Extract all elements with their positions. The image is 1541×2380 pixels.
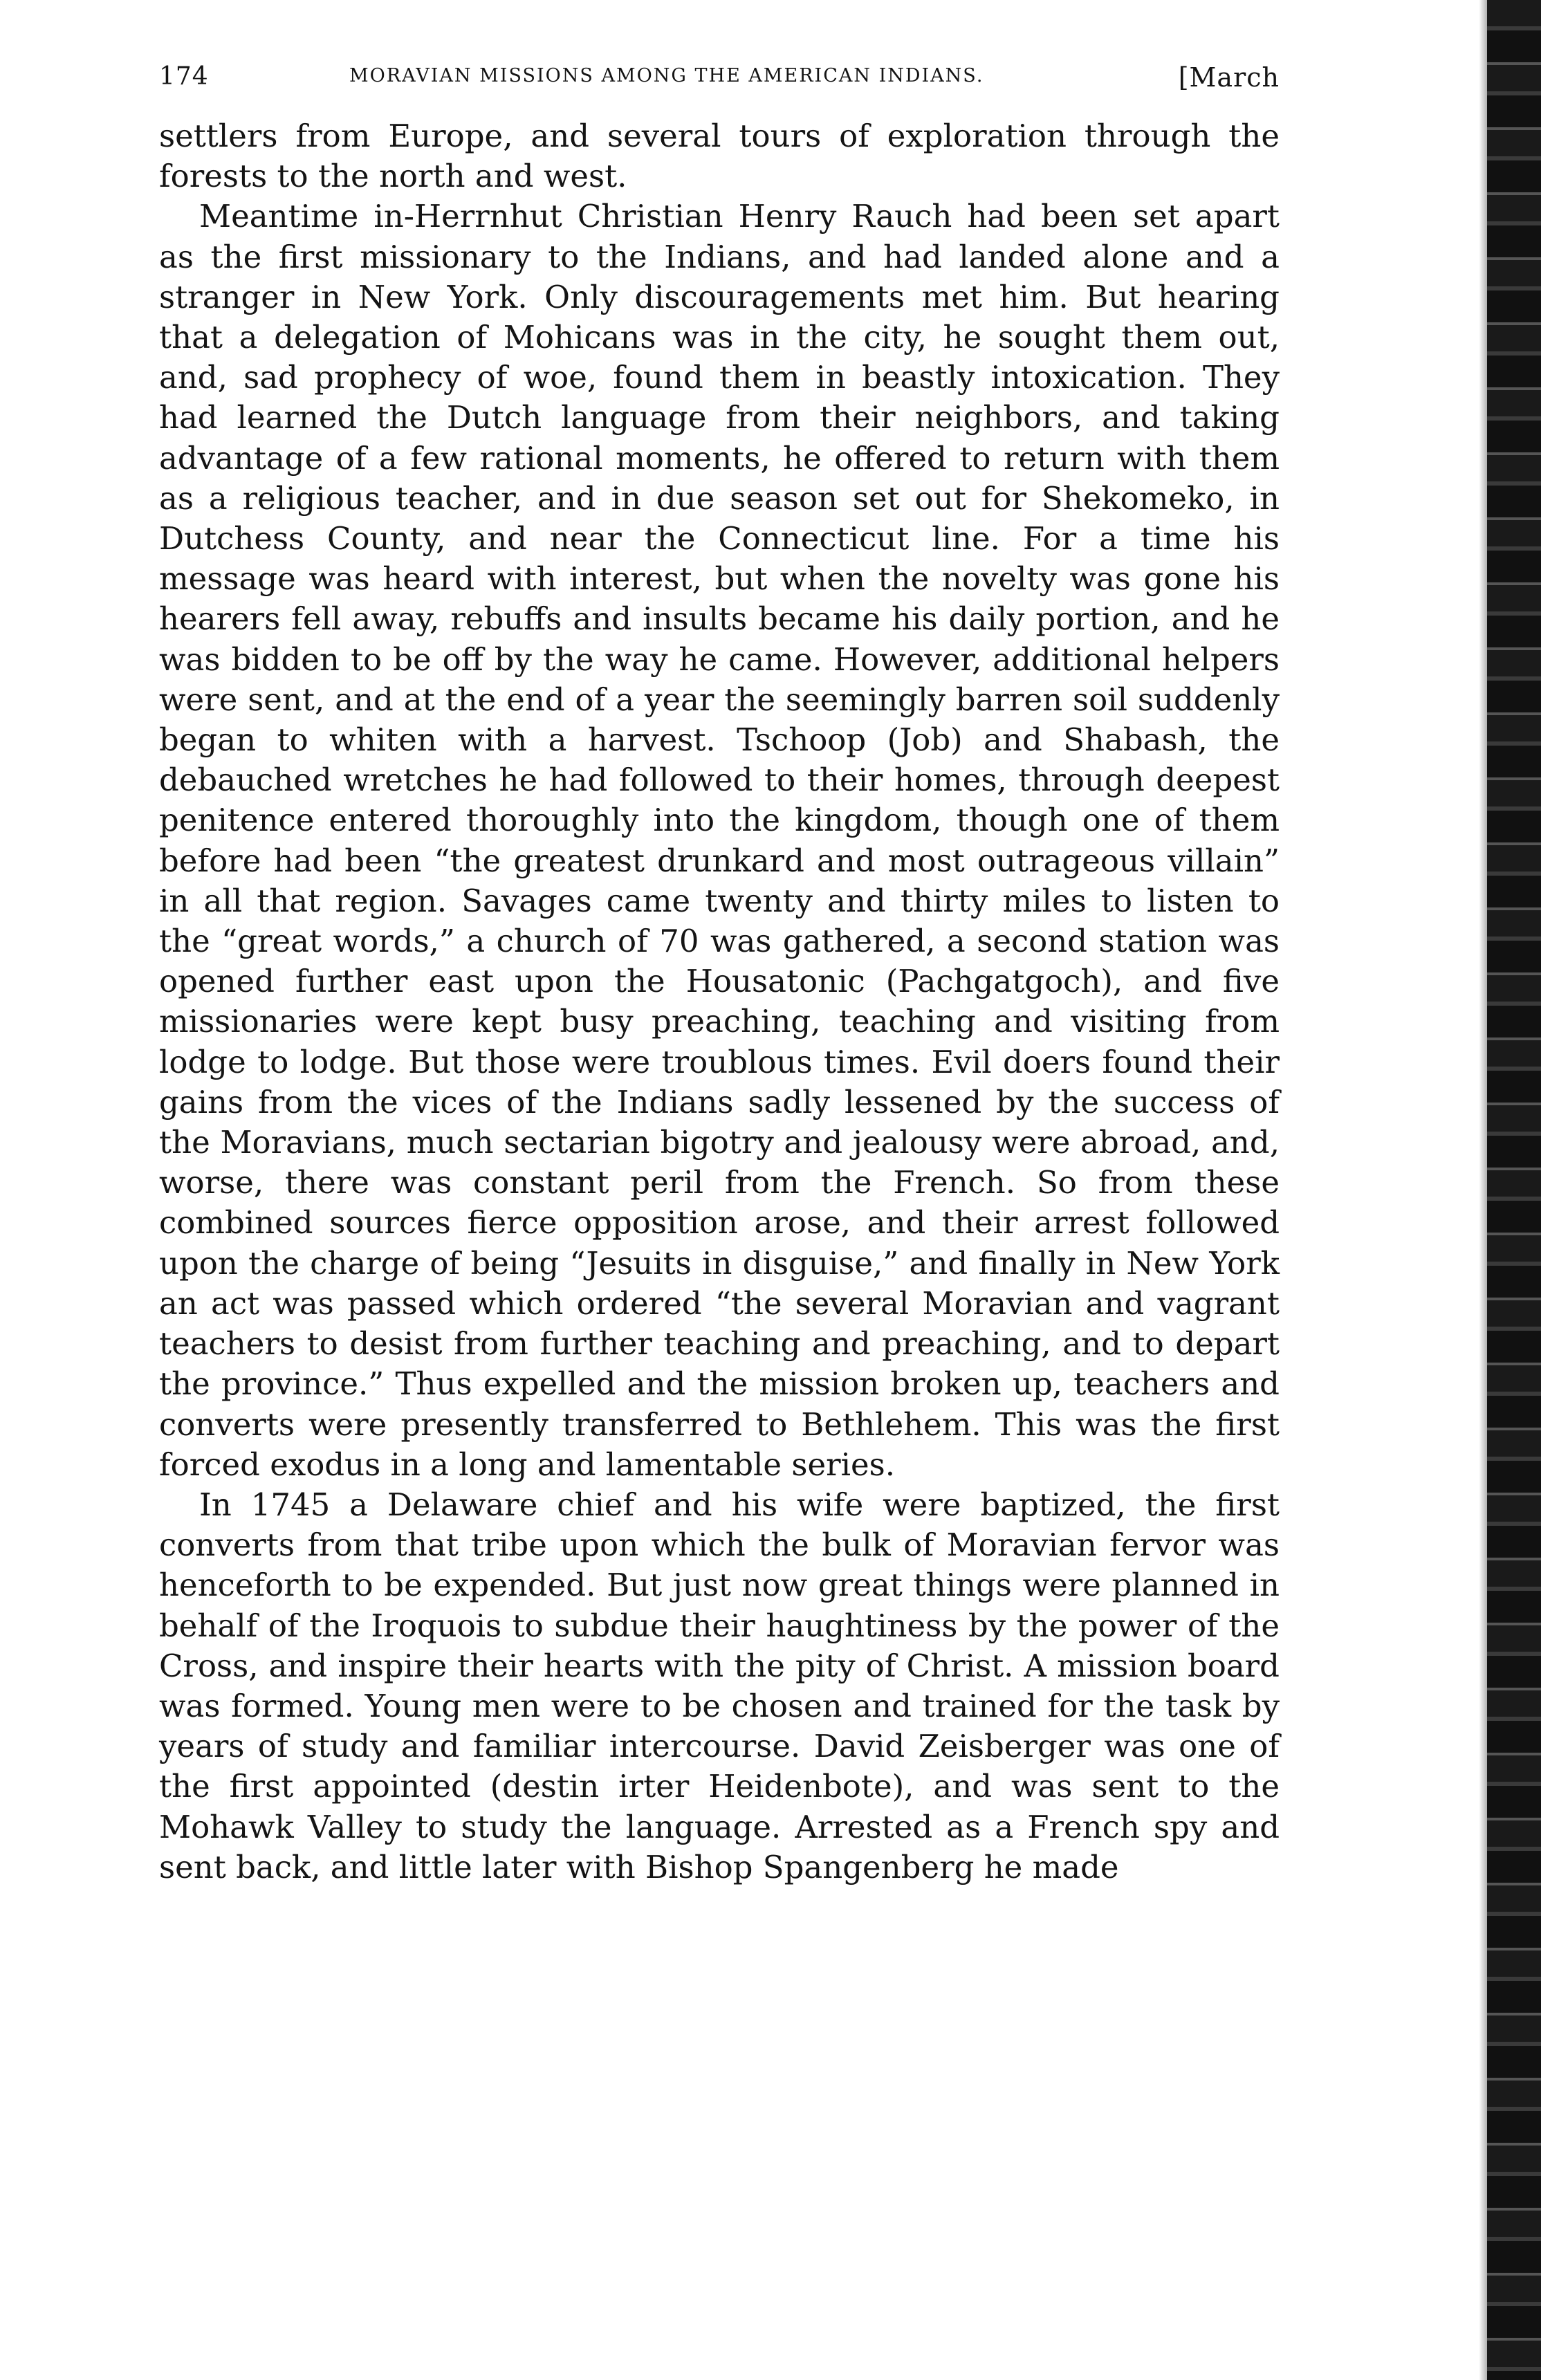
page-number: 174 (159, 62, 209, 91)
document-page (159, 62, 1280, 1888)
paragraph-continuation: settlers from Europe, and several tours of exploration through the forests to the north and west. (159, 118, 1280, 195)
body-text (159, 116, 1280, 1888)
running-header (159, 62, 1280, 104)
paragraph: Meantime in-Herrnhut Christian Henry Rauch had been set apart as the first missionary to the Indians, and had landed alone and a stranger in New York. Only discouragements met him. But hearing that a delegation of Mohicans was in the city, he sought them out, and, sad prophecy of woe, found them in beastly intoxication. They had learned the Dutch language from their neighbors, and taking advantage of a few rational moments, he offered to return with them as a religious teacher, and in due season set out for Shekomeko, in Dutchess County, and near the Connecticut line. For a time his message was heard with interest, but when the novelty was gone his hearers fell away, rebuffs and insults became his daily portion, and he was bidden to be off by the way he came. However, additional helpers were sent, and at the end of a year the seemingly barren soil suddenly began to whiten with a harvest. Tschoop (Job) and Shabash, the debauched wretches he had followed to their homes, through deepest penitence entered thoroughly into the kingdom, though one of them before had been “the greatest drunkard and most outrageous villain” in all that region. Savages came twenty and thirty miles to listen to the “great words,” a church of 70 was gathered, a second station was opened further east upon the Housatonic (Pachgatgoch), and five missionaries were kept busy preaching, teaching and visiting from lodge to lodge. But those were troublous times. Evil doers found their gains from the vices of the Indians sadly lessened by the success of the Moravians, much sectarian bigotry and jealousy were abroad, and, worse, there was constant peril from the French. So from these combined sources fierce opposition arose, and their arrest followed upon the charge of being “Jesuits in disguise,” and finally in New York an act was passed which ordered “the several Moravian and vagrant teachers to desist from further teaching and preaching, and to depart the province.” Thus expelled and the mission broken up, teachers and converts were presently transferred to Bethlehem. This was the first forced exodus in a long and lamentable series. (159, 198, 1280, 1483)
running-title: MORAVIAN MISSIONS AMONG THE AMERICAN INDIANS. (349, 65, 984, 86)
paragraph: In 1745 a Delaware chief and his wife were baptized, the first converts from that tribe upon which the bulk of Moravian fervor was henceforth to be expended. But just now great things were planned in behalf of the Iroquois to subdue their haughtiness by the power of the Cross, and inspire their hearts with the pity of Christ. A mission board was formed. Young men were to be chosen and trained for the task by years of study and familiar intercourse. David Zeisberger was one of the first appointed (destin irter Heidenbote), and was sent to the Mohawk Valley to study the language. Arrested as a French spy and sent back, and little later with Bishop Spangenberg he made (159, 1486, 1280, 1885)
running-month: [March (1178, 62, 1280, 93)
scan-edge-strip (1487, 0, 1541, 2380)
